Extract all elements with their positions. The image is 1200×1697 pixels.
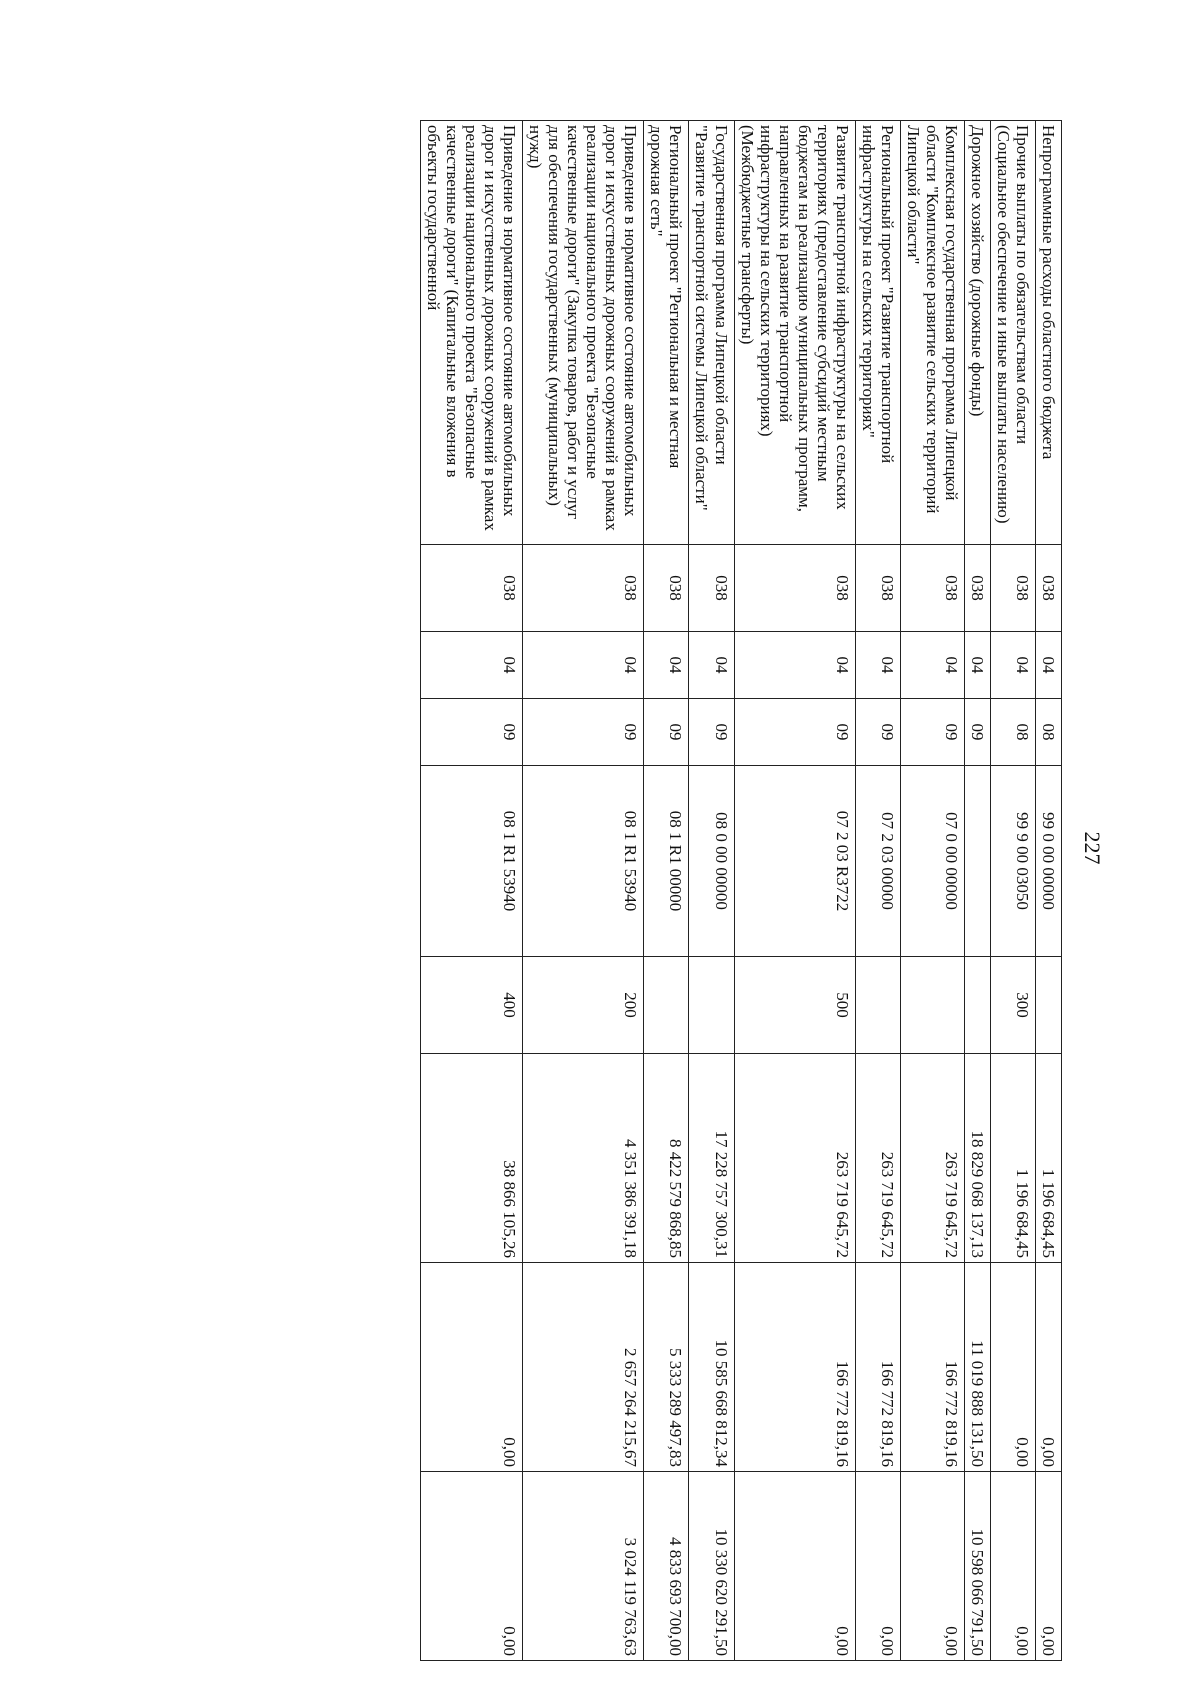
amount-year2-cell: 0,00 bbox=[1035, 1263, 1061, 1472]
expense-type-cell: 200 bbox=[523, 957, 644, 1054]
section-code-cell: 04 bbox=[990, 632, 1035, 699]
row-name-cell: Прочие выплаты по обязательствам области (Социальное обеспечение и иные выплаты населению) bbox=[990, 121, 1035, 545]
department-code-cell: 038 bbox=[689, 545, 734, 632]
amount-year1-cell: 263 719 645,72 bbox=[855, 1054, 900, 1263]
amount-year3-cell: 0,00 bbox=[855, 1472, 900, 1661]
amount-year3-cell: 10 598 066 791,50 bbox=[964, 1472, 990, 1661]
amount-year2-cell: 2 657 264 215,67 bbox=[523, 1263, 644, 1472]
amount-year3-cell: 0,00 bbox=[1035, 1472, 1061, 1661]
department-code-cell: 038 bbox=[900, 545, 964, 632]
section-code-cell: 04 bbox=[689, 632, 734, 699]
amount-year1-cell: 4 351 386 391,18 bbox=[523, 1054, 644, 1263]
expense-type-cell bbox=[689, 957, 734, 1054]
subsection-code-cell: 09 bbox=[523, 699, 644, 766]
section-code-cell: 04 bbox=[734, 632, 855, 699]
subsection-code-cell: 08 bbox=[1035, 699, 1061, 766]
subsection-code-cell: 09 bbox=[900, 699, 964, 766]
department-code-cell: 038 bbox=[855, 545, 900, 632]
amount-year2-cell: 166 772 819,16 bbox=[855, 1263, 900, 1472]
table-row bbox=[421, 121, 523, 1661]
table-row bbox=[734, 121, 855, 1661]
target-article-cell: 07 0 00 00000 bbox=[900, 766, 964, 957]
amount-year2-cell: 5 333 289 497,83 bbox=[644, 1263, 689, 1472]
table-row bbox=[1035, 121, 1061, 1661]
amount-year1-cell: 263 719 645,72 bbox=[734, 1054, 855, 1263]
table-row bbox=[964, 121, 990, 1661]
subsection-code-cell: 09 bbox=[421, 699, 523, 766]
row-name-cell: Приведение в нормативное состояние автомобильных дорог и искусственных дорожных сооружений в рамках реализации национального проекта "Безопасные качественные дороги" (Капитальные вложения в объекты государственной bbox=[421, 121, 523, 545]
amount-year1-cell: 38 866 105,26 bbox=[421, 1054, 523, 1263]
department-code-cell: 038 bbox=[964, 545, 990, 632]
target-article-cell: 07 2 03 R3722 bbox=[734, 766, 855, 957]
subsection-code-cell: 08 bbox=[990, 699, 1035, 766]
amount-year1-cell: 263 719 645,72 bbox=[900, 1054, 964, 1263]
budget-table-body bbox=[421, 121, 1062, 1661]
department-code-cell: 038 bbox=[644, 545, 689, 632]
subsection-code-cell: 09 bbox=[734, 699, 855, 766]
row-name-cell: Комплексная государственная программа Липецкой области "Комплексное развитие сельских территорий Липецкой области" bbox=[900, 121, 964, 545]
rotated-table-container bbox=[420, 120, 1062, 1656]
table-row bbox=[644, 121, 689, 1661]
row-name-cell: Государственная программа Липецкой области "Развитие транспортной системы Липецкой области" bbox=[689, 121, 734, 545]
table-row bbox=[900, 121, 964, 1661]
amount-year2-cell: 11 019 888 131,50 bbox=[964, 1263, 990, 1472]
row-name-cell: Непрограммные расходы областного бюджета bbox=[1035, 121, 1061, 545]
expense-type-cell bbox=[964, 957, 990, 1054]
amount-year2-cell: 166 772 819,16 bbox=[900, 1263, 964, 1472]
department-code-cell: 038 bbox=[523, 545, 644, 632]
row-name-cell: Дорожное хозяйство (дорожные фонды) bbox=[964, 121, 990, 545]
department-code-cell: 038 bbox=[734, 545, 855, 632]
amount-year1-cell: 18 829 068 137,13 bbox=[964, 1054, 990, 1263]
row-name-cell: Региональный проект "Развитие транспортной инфраструктуры на сельских территориях" bbox=[855, 121, 900, 545]
section-code-cell: 04 bbox=[964, 632, 990, 699]
amount-year1-cell: 17 228 757 300,31 bbox=[689, 1054, 734, 1263]
target-article-cell: 07 2 03 00000 bbox=[855, 766, 900, 957]
expense-type-cell: 300 bbox=[990, 957, 1035, 1054]
amount-year3-cell: 10 330 620 291,50 bbox=[689, 1472, 734, 1661]
subsection-code-cell: 09 bbox=[689, 699, 734, 766]
amount-year3-cell: 0,00 bbox=[421, 1472, 523, 1661]
amount-year1-cell: 8 422 579 868,85 bbox=[644, 1054, 689, 1263]
expense-type-cell: 500 bbox=[734, 957, 855, 1054]
expense-type-cell bbox=[855, 957, 900, 1054]
target-article-cell: 99 9 00 03050 bbox=[990, 766, 1035, 957]
row-name-cell: Региональный проект "Региональная и местная дорожная сеть" bbox=[644, 121, 689, 545]
section-code-cell: 04 bbox=[644, 632, 689, 699]
expense-type-cell bbox=[900, 957, 964, 1054]
target-article-cell: 08 1 R1 53940 bbox=[523, 766, 644, 957]
target-article-cell: 08 0 00 00000 bbox=[689, 766, 734, 957]
amount-year3-cell: 0,00 bbox=[734, 1472, 855, 1661]
amount-year2-cell: 0,00 bbox=[421, 1263, 523, 1472]
expense-type-cell bbox=[1035, 957, 1061, 1054]
department-code-cell: 038 bbox=[1035, 545, 1061, 632]
section-code-cell: 04 bbox=[855, 632, 900, 699]
table-row bbox=[689, 121, 734, 1661]
subsection-code-cell: 09 bbox=[644, 699, 689, 766]
table-row bbox=[523, 121, 644, 1661]
department-code-cell: 038 bbox=[990, 545, 1035, 632]
budget-table bbox=[420, 120, 1062, 1661]
section-code-cell: 04 bbox=[523, 632, 644, 699]
table-row bbox=[990, 121, 1035, 1661]
amount-year2-cell: 0,00 bbox=[990, 1263, 1035, 1472]
target-article-cell: 08 1 R1 00000 bbox=[644, 766, 689, 957]
amount-year3-cell: 3 024 119 763,63 bbox=[523, 1472, 644, 1661]
row-name-cell: Развитие транспортной инфраструктуры на сельских территориях (предоставление субсидий местным бюджетам на реализацию муниципальных программ, направленных на развитие транспортной инфраструктуры на сельских территориях) (Межбюджетные трансферты) bbox=[734, 121, 855, 545]
table-row bbox=[855, 121, 900, 1661]
amount-year1-cell: 1 196 684,45 bbox=[990, 1054, 1035, 1263]
target-article-cell bbox=[964, 766, 990, 957]
amount-year3-cell: 0,00 bbox=[990, 1472, 1035, 1661]
amount-year3-cell: 0,00 bbox=[900, 1472, 964, 1661]
section-code-cell: 04 bbox=[421, 632, 523, 699]
subsection-code-cell: 09 bbox=[855, 699, 900, 766]
page-number: 227 bbox=[1080, 831, 1105, 865]
amount-year3-cell: 4 833 693 700,00 bbox=[644, 1472, 689, 1661]
amount-year2-cell: 10 585 668 812,34 bbox=[689, 1263, 734, 1472]
section-code-cell: 04 bbox=[900, 632, 964, 699]
expense-type-cell bbox=[644, 957, 689, 1054]
subsection-code-cell: 09 bbox=[964, 699, 990, 766]
section-code-cell: 04 bbox=[1035, 632, 1061, 699]
expense-type-cell: 400 bbox=[421, 957, 523, 1054]
target-article-cell: 08 1 R1 53940 bbox=[421, 766, 523, 957]
target-article-cell: 99 0 00 00000 bbox=[1035, 766, 1061, 957]
row-name-cell: Приведение в нормативное состояние автомобильных дорог и искусственных дорожных сооружений в рамках реализации национального проекта "Безопасные качественные дороги" (Закупка товаров, работ и услуг для обеспечения государственных (муниципальных) нужд) bbox=[523, 121, 644, 545]
amount-year1-cell: 1 196 684,45 bbox=[1035, 1054, 1061, 1263]
amount-year2-cell: 166 772 819,16 bbox=[734, 1263, 855, 1472]
department-code-cell: 038 bbox=[421, 545, 523, 632]
